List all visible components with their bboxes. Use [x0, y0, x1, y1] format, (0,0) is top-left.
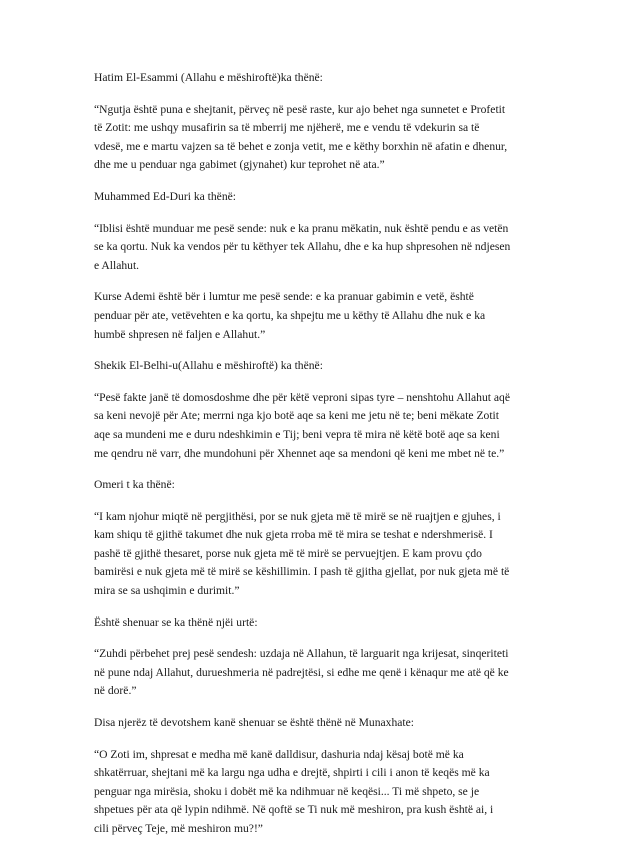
paragraph — [94, 101, 549, 175]
text-line: “O Zoti im, shpresat e medha më kanë dalldisur, dashuria ndaj kësaj botë më ka — [94, 747, 464, 761]
text-line: “Zuhdi përbehet prej pesë sendesh: uzdaja në Allahun, të larguarit nga krijesat, sinqeriteti — [94, 647, 509, 661]
paragraph — [94, 288, 549, 344]
text-line: “Pesë fakte janë të domosdoshme dhe për këtë veproni sipas tyre – nenshtohu Allahut aqë — [94, 390, 510, 404]
paragraph — [94, 389, 549, 463]
text-line: pashë të gjithë thesaret, porse nuk gjeta më të mirë se pervuejtjen. E kam provu çdo — [94, 546, 482, 560]
text-line: bamirësi e nuk gjeta më të mirë se këshillimin. I pash të gjitha gjellat, por nuk gjeta më të — [94, 565, 510, 579]
text-line: humbë shpresen në faljen e Allahut.” — [94, 327, 266, 341]
paragraph — [94, 714, 549, 733]
text-line: cili përveç Teje, më meshiron mu?!” — [94, 822, 263, 835]
paragraph — [94, 746, 549, 839]
text-line: me qendru në varr, dhe mundohuni për Xhennet aqe sa mendoni që keni me mbet në te.” — [94, 446, 505, 460]
text-line: aqe sa mundeni me e duru ndeshkimin e Tij; beni vepra të mira në këtë botë aqe sa keni — [94, 427, 500, 441]
text-line: të Zotit: me ushqy musafirin sa të mberrij me njëherë, me e vendu të vdekurin sa të — [94, 121, 480, 135]
paragraph — [94, 645, 549, 701]
paragraph — [94, 69, 549, 88]
paragraph — [94, 614, 549, 633]
text-line: Omeri t ka thënë: — [94, 478, 175, 492]
text-line: “Ngutja është puna e shejtanit, përveç në pesë raste, kur ajo behet nga sunnetet e Profetit — [94, 102, 506, 116]
text-line: “I kam njohur miqtë në pergjithësi, por se nuk gjeta më të mirë se në ruajtjen e gjuhes, i — [94, 509, 501, 523]
text-line: se ka qortu. Nuk ka vendos për tu këthyer tek Allahu, dhe e ka hup shpresohen në ndjesen — [94, 240, 511, 254]
paragraph — [94, 508, 549, 601]
text-line: Shekik El-Belhi-u(Allahu e mëshiroftë) ka thënë: — [94, 359, 323, 373]
text-line: sa keni nevojë për Ate; merrni nga kjo botë aqe sa keni me jetu në te; beni mëkate Zotit — [94, 409, 499, 423]
text-line: dhe me u penduar nga gabimet (gjynahet) kur teprohet në ata.” — [94, 158, 385, 172]
text-line: “Iblisi është munduar me pesë sende: nuk e ka pranu mëkatin, nuk është pendu e as vetën — [94, 221, 509, 235]
text-line: Është shenuar se ka thënë njëi urtë: — [94, 615, 258, 629]
text-line: kam shiqu të gjithë takumet dhe nuk gjeta rroba më të mira se teshat e ndershmerisë. I — [94, 528, 493, 542]
text-line: Hatim El-Esammi (Allahu e mëshiroftë)ka thënë: — [94, 71, 323, 84]
text-line: mira se sa ushqimin e durimit.” — [94, 584, 240, 598]
text-line: shpetues për ata që lypin ndihmë. Në qoftë se Ti nuk më meshiron, pra kush është ai, i — [94, 803, 494, 817]
text-line: vdesë, me e martu vajzen sa të behet e zonja vetit, me e këthy borxhin në afatin e dhenur, — [94, 139, 508, 153]
paragraph — [94, 220, 549, 276]
paragraph — [94, 188, 549, 207]
text-line: penguar nga mirësia, shoku i dobët më ka ndihmuar në keqësi... Ti më shpeto, se je — [94, 784, 480, 798]
paragraph — [94, 357, 549, 376]
text-line: shkatërruar, shejtani më ka largu nga udha e drejtë, shpirti i cili i anon të keqës më ka — [94, 766, 490, 780]
document-body — [94, 69, 549, 852]
text-line: Disa njerëz të devotshem kanë shenuar se është thënë në Munaxhate: — [94, 716, 414, 730]
text-line: penduar për ate, vetëvehten e ka qortu, ka shpejtu me u këthy të Allahu dhe nuk e ka — [94, 308, 486, 322]
text-line: Kurse Ademi është bër i lumtur me pesë sende: e ka pranuar gabimin e vetë, është — [94, 290, 474, 304]
text-line: Muhammed Ed-Duri ka thënë: — [94, 189, 236, 203]
paragraph — [94, 476, 549, 495]
text-line: në dorë.” — [94, 684, 137, 698]
text-line: në pune ndaj Allahut, durueshmeria në padrejtësi, si edhe me qenë i kënaqur me atë që ke — [94, 665, 509, 679]
text-line: e Allahut. — [94, 258, 140, 272]
